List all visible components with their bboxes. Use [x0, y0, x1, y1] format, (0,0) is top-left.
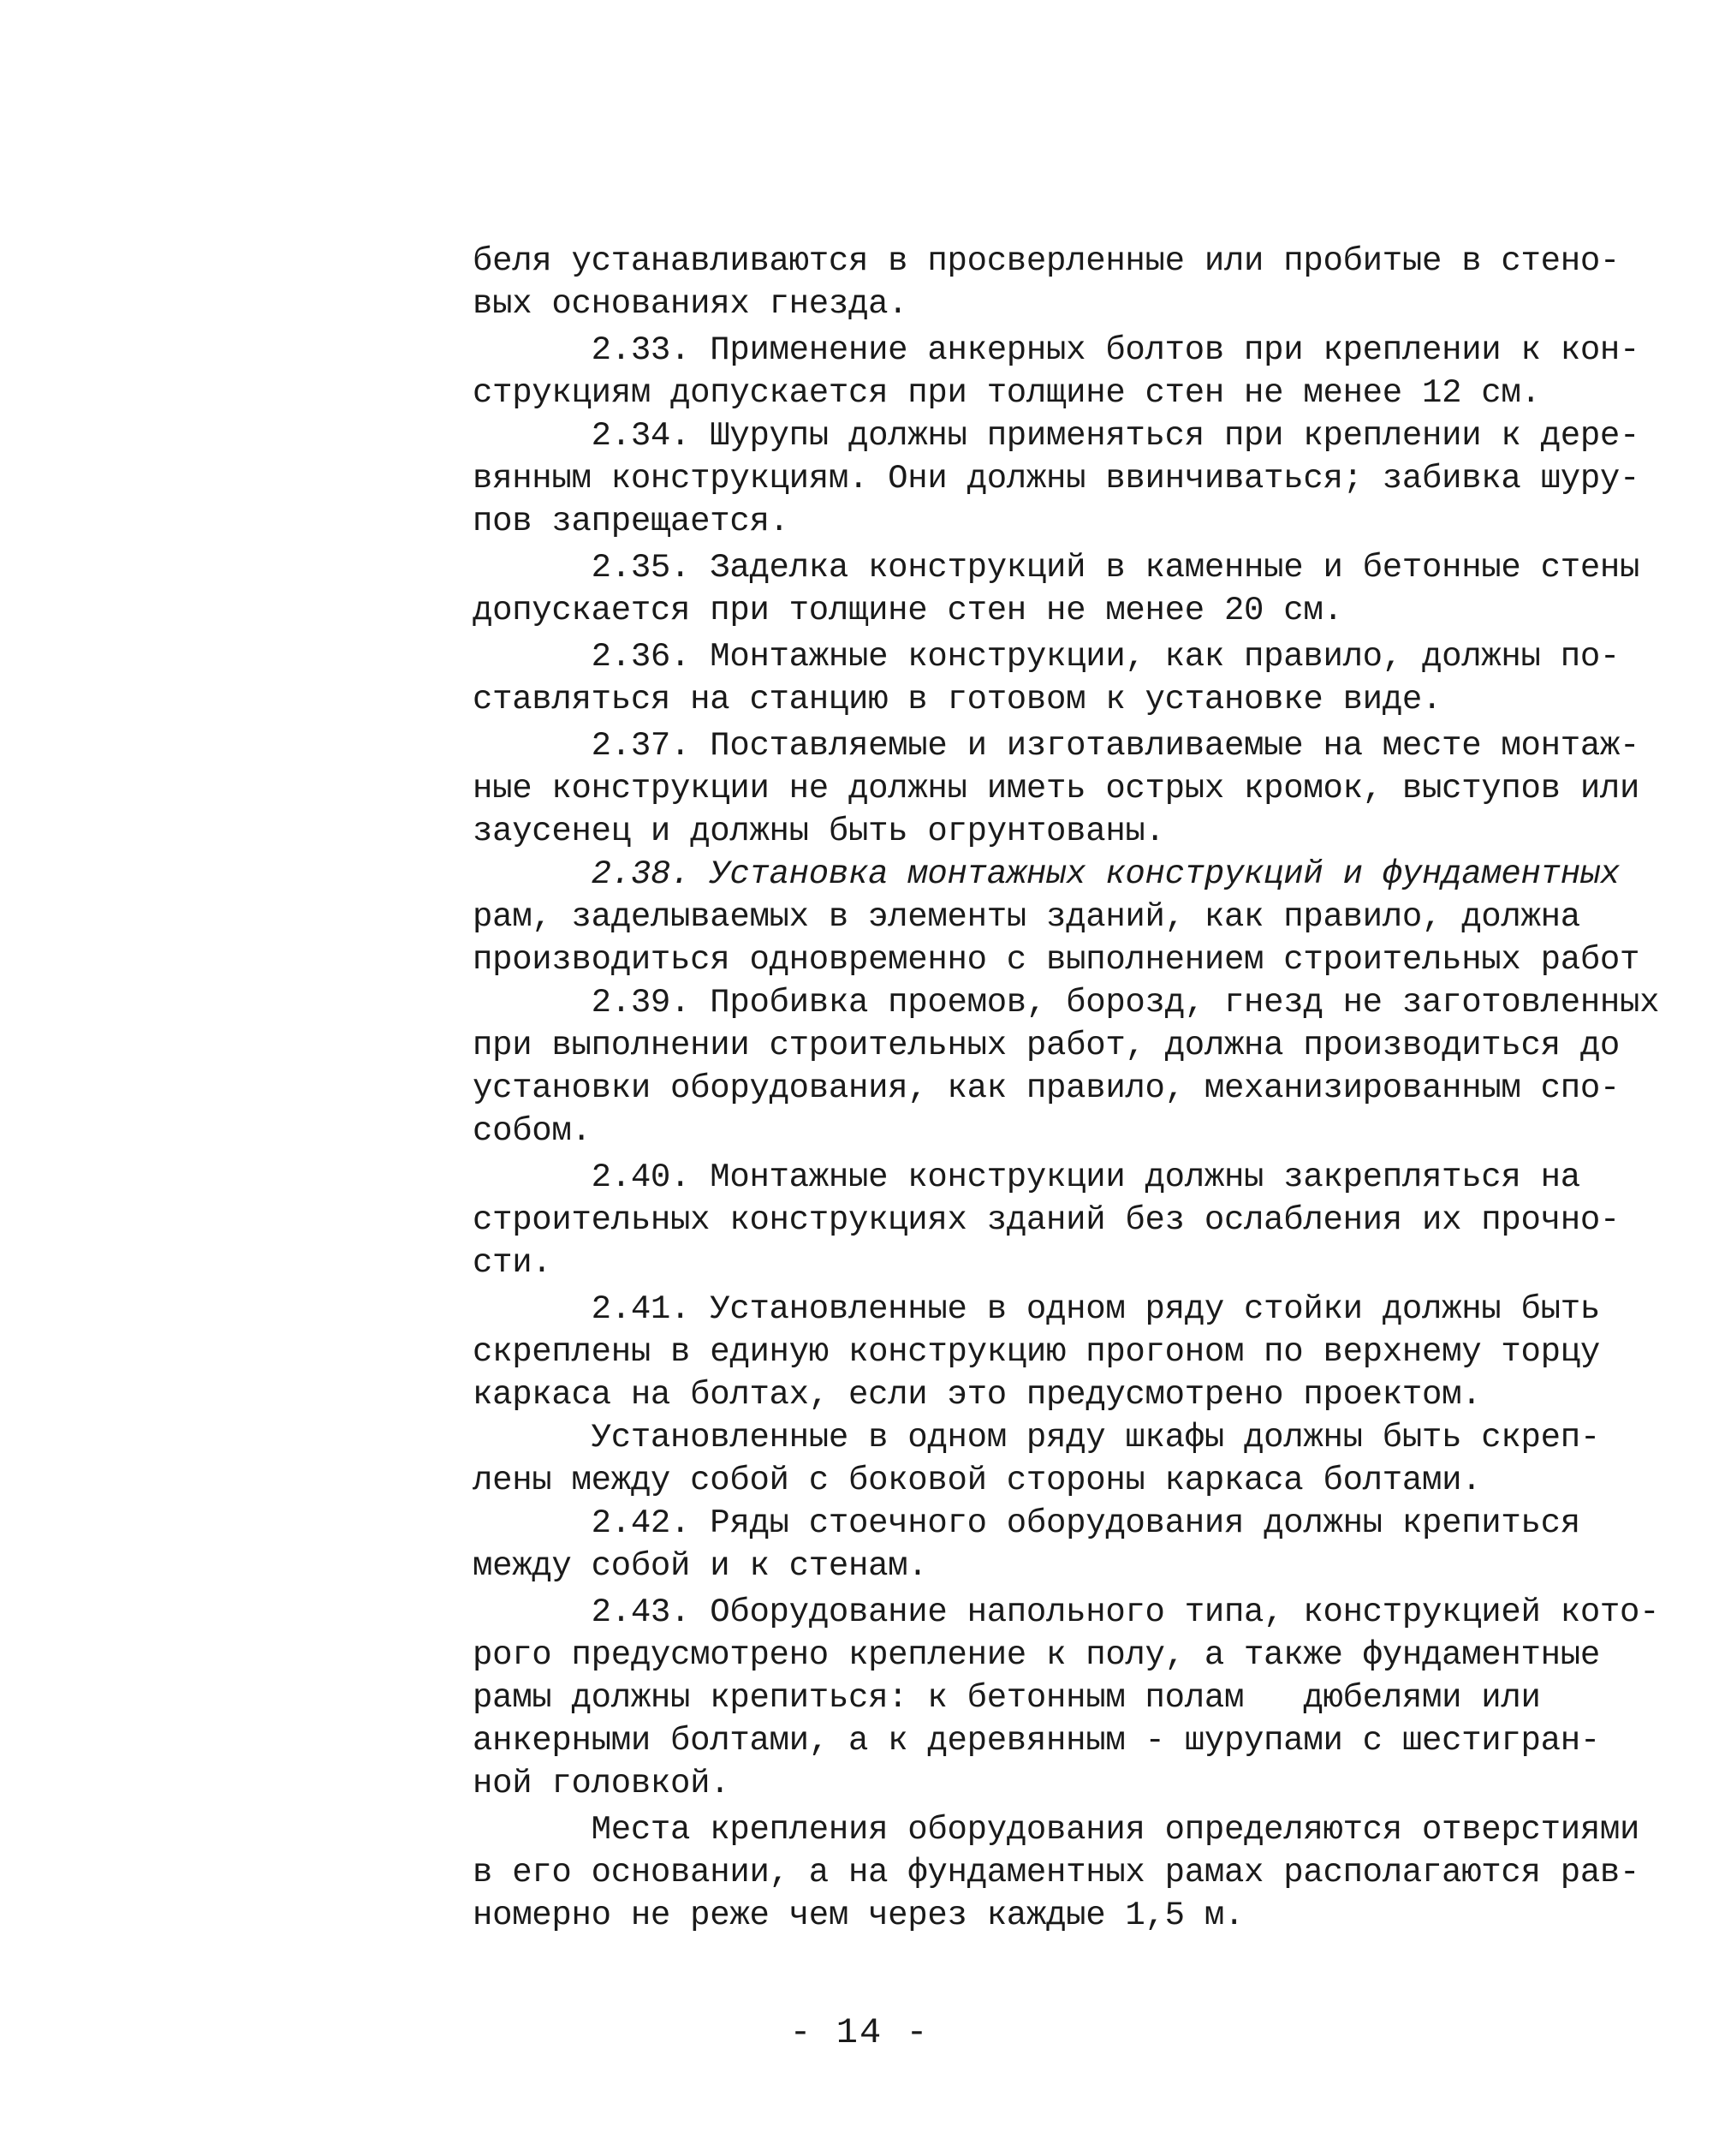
text-line: при выполнении строительных работ, должна производиться до [473, 1027, 1621, 1064]
text-line: пов запрещается. [473, 503, 789, 540]
text-line: между собой и к стенам. [473, 1547, 928, 1585]
text-line: беля устанавливаются в просверленные или пробитые в стено- [473, 242, 1621, 280]
page-number: - 14 - [789, 2012, 930, 2053]
text-line: сти. [473, 1244, 552, 1282]
text-line: ставляться на станцию в готовом к установке виде. [473, 681, 1442, 718]
text-line: анкерными болтами, а к деревянным - шурупами с шестигран- [473, 1722, 1600, 1760]
text-line: рого предусмотрено крепление к полу, а также фундаментные [473, 1636, 1600, 1674]
text-line: заусенец и должны быть огрунтованы. [473, 813, 1165, 850]
clause-2-40: 2.40. Монтажные конструкции должны закрепляться на [473, 1158, 1580, 1196]
text-line: ные конструкции не должны иметь острых кромок, выступов или [473, 770, 1640, 807]
clause-2-37: 2.37. Поставляемые и изготавливаемые на месте монтаж- [473, 727, 1640, 765]
clause-2-41: 2.41. Установленные в одном ряду стойки должны быть [473, 1290, 1600, 1328]
text-line: ной головкой. [473, 1765, 730, 1802]
text-line: скреплены в единую конструкцию прогоном по верхнему торцу [473, 1333, 1600, 1371]
text-line: собом. [473, 1112, 592, 1150]
clause-2-38: 2.38. Установка монтажных конструкций и фундаментных [473, 855, 1621, 893]
text-line: каркаса на болтах, если это предусмотрено проектом. [473, 1376, 1482, 1414]
text-line: лены между собой с боковой стороны каркаса болтами. [473, 1462, 1482, 1499]
text-line: производиться одновременно с выполнением строительных работ [473, 941, 1640, 979]
text-line: рамы должны крепиться: к бетонным полам дюбелями или [473, 1679, 1541, 1717]
text-line: вых основаниях гнезда. [473, 285, 908, 323]
text-line: строительных конструкциях зданий без ослабления их прочно- [473, 1201, 1621, 1239]
text-line: номерно не реже чем через каждые 1,5 м. [473, 1897, 1245, 1934]
paragraph-start: Установленные в одном ряду шкафы должны быть скреп- [473, 1419, 1600, 1456]
clause-2-34: 2.34. Шурупы должны применяться при креплении к дере- [473, 417, 1640, 455]
text-line: вянным конструкциям. Они должны ввинчиваться; забивка шуру- [473, 460, 1640, 497]
clause-2-33: 2.33. Применение анкерных болтов при креплении к кон- [473, 331, 1640, 369]
clause-2-35: 2.35. Заделка конструкций в каменные и бетонные стены [473, 549, 1640, 587]
paragraph-start: Места крепления оборудования определяются отверстиями [473, 1811, 1640, 1849]
document-body [473, 240, 1660, 1937]
text-line: допускается при толщине стен не менее 20 см. [473, 592, 1343, 629]
clause-2-39: 2.39. Пробивка проемов, борозд, гнезд не заготовленных [473, 984, 1660, 1021]
text-line: рам, заделываемых в элементы зданий, как правило, должна [473, 898, 1580, 936]
clause-2-36: 2.36. Монтажные конструкции, как правило, должны по- [473, 638, 1621, 676]
text-line: струкциям допускается при толщине стен не менее 12 см. [473, 374, 1541, 412]
text-line: установки оборудования, как правило, механизированным спо- [473, 1069, 1621, 1107]
clause-2-43: 2.43. Оборудование напольного типа, конструкцией кото- [473, 1593, 1660, 1631]
text-line: в его основании, а на фундаментных рамах располагаются рав- [473, 1854, 1640, 1891]
clause-2-42: 2.42. Ряды стоечного оборудования должны крепиться [473, 1504, 1580, 1542]
